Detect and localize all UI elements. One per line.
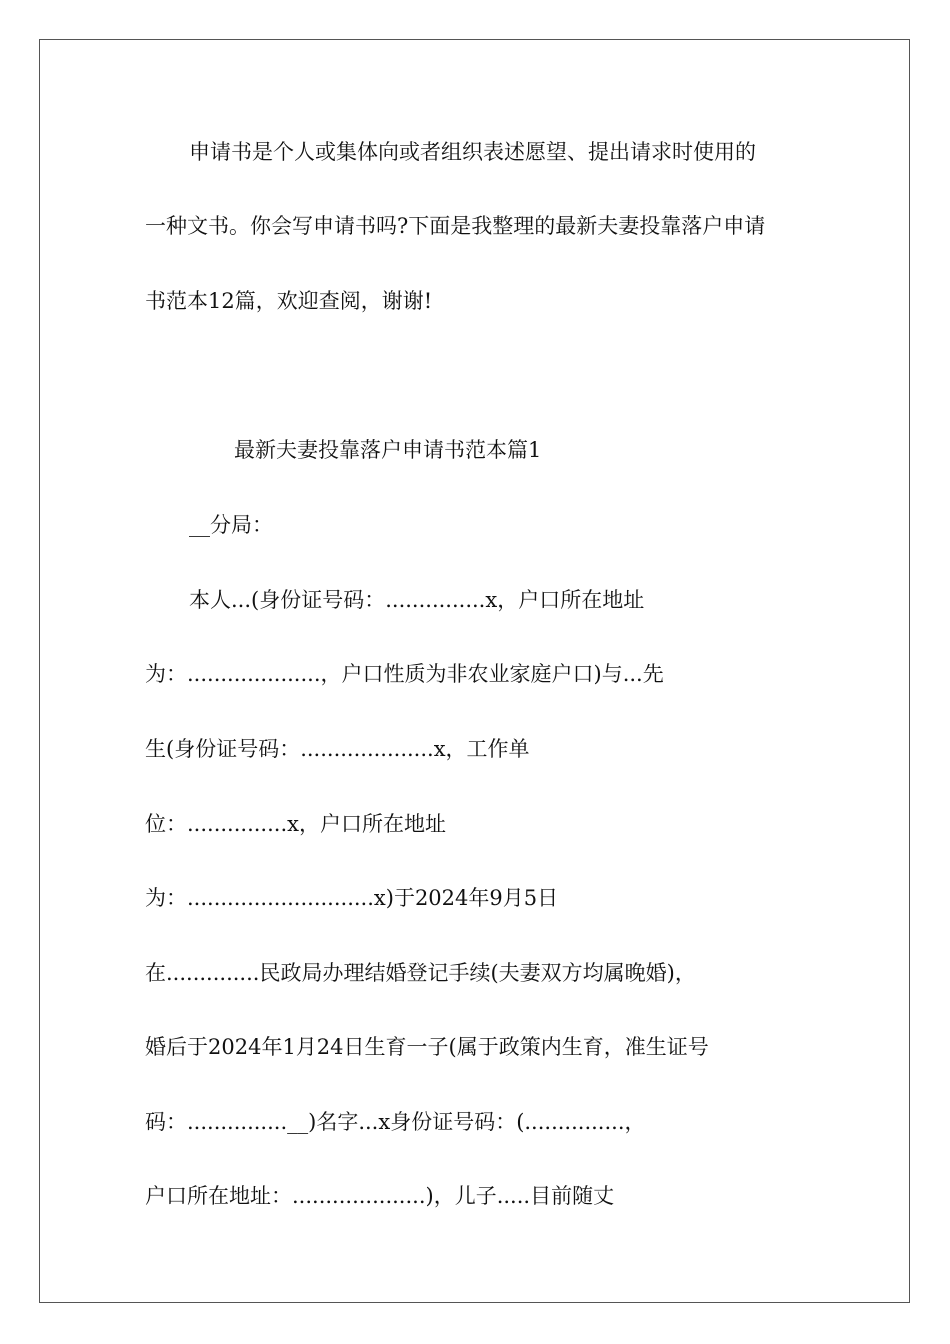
body-line-1: 本人...(身份证号码：...............x，户口所在地址 (189, 588, 645, 612)
intro-line-2: 一种文书。你会写申请书吗?下面是我整理的最新夫妻投靠落户申请 (145, 214, 766, 238)
body-line-5: 为：............................x)于2024年9月5日 (145, 886, 559, 910)
intro-line-1: 申请书是个人或集体向或者组织表述愿望、提出请求时使用的 (189, 140, 756, 164)
body-line-4: 位：...............x，户口所在地址 (145, 812, 446, 836)
body-line-8: 码：...............__)名字...x身份证号码：(...............， (145, 1110, 646, 1134)
body-line-2: 为：....................，户口性质为非农业家庭户口)与...先 (145, 662, 664, 686)
body-line-6: 在..............民政局办理结婚登记手续(夫妻双方均属晚婚)， (145, 961, 696, 985)
body-line-7: 婚后于2024年1月24日生育一子(属于政策内生育，准生证号 (145, 1035, 709, 1059)
section-title: 最新夫妻投靠落户申请书范本篇1 (234, 438, 542, 462)
body-line-9: 户口所在地址：....................)，儿子.....目前随丈 (145, 1184, 615, 1208)
intro-line-3: 书范本12篇，欢迎查阅，谢谢! (145, 289, 433, 313)
body-line-3: 生(身份证号码：....................x，工作单 (145, 737, 530, 761)
salutation: __分局： (189, 513, 273, 537)
